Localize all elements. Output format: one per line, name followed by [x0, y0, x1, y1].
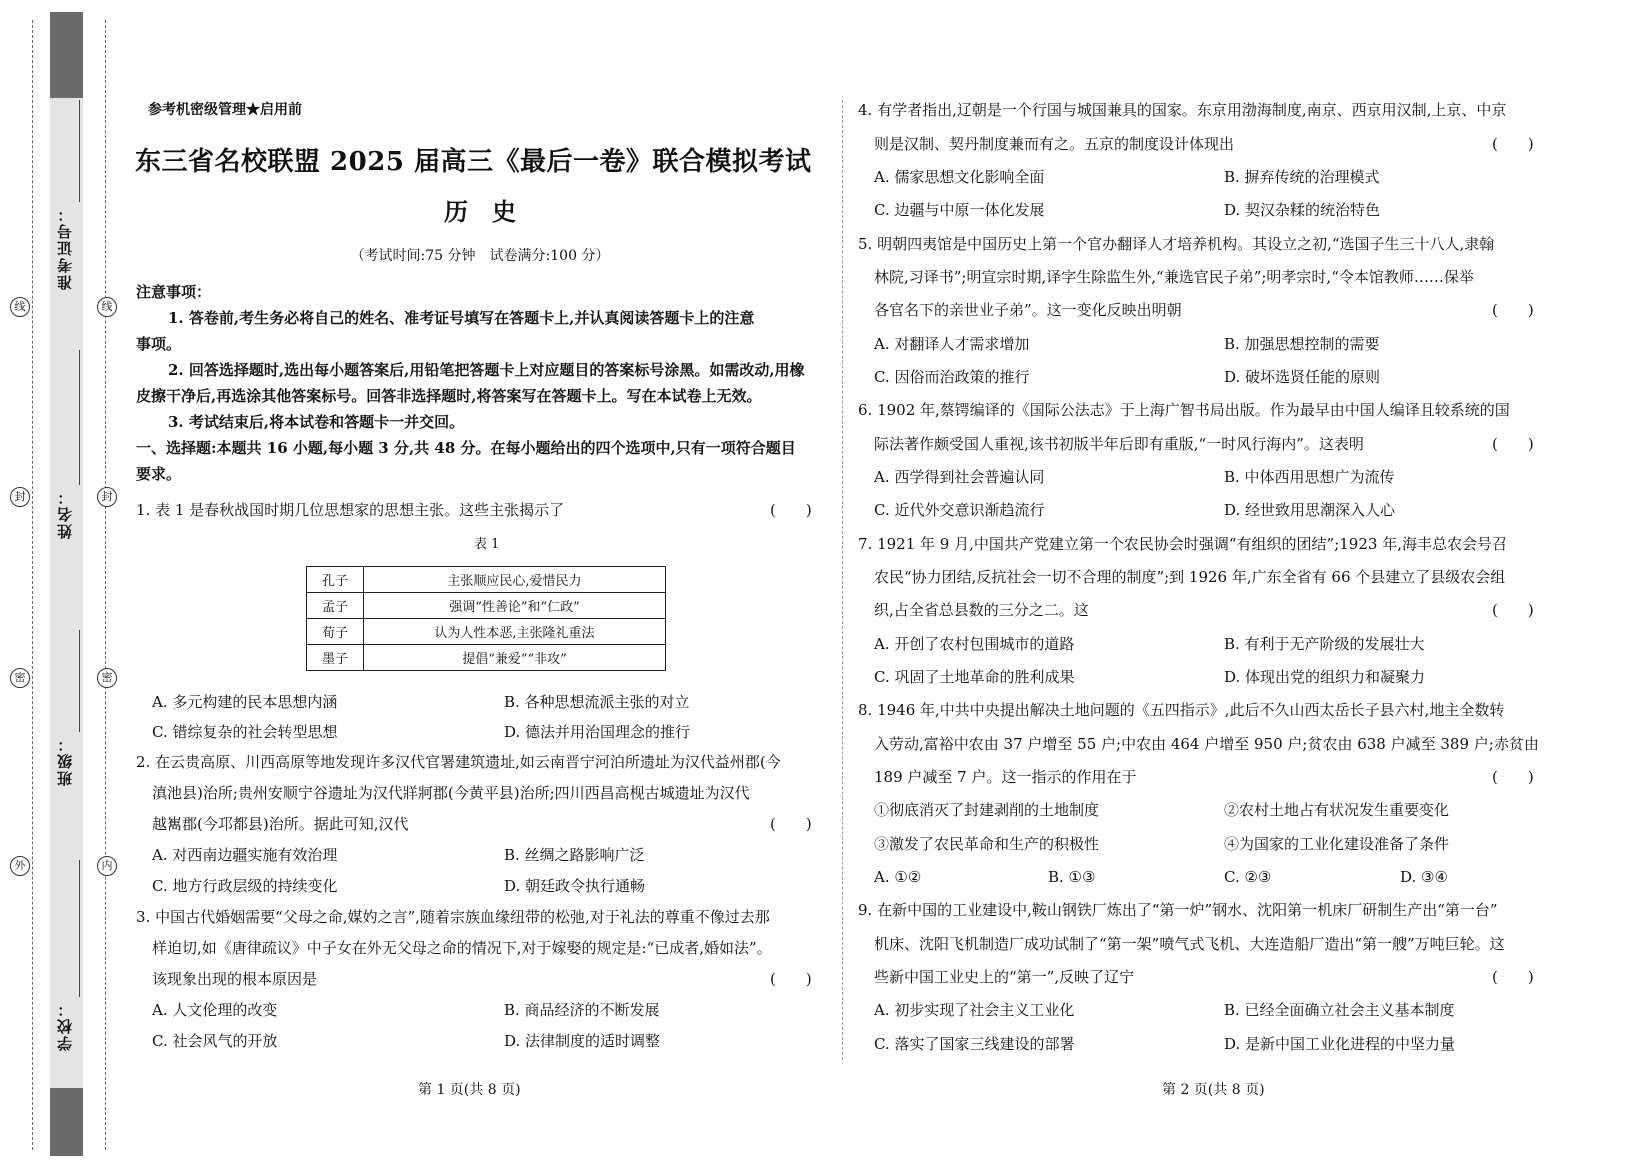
note-line-2: 事项。 — [136, 335, 182, 353]
secret-level: 参考机密级管理★启用前 — [148, 102, 302, 118]
q2-option-d[interactable]: D. 朝廷政令执行通畅 — [504, 877, 646, 895]
q2-answer-paren: ( ) — [770, 815, 812, 833]
q6-stem-line-1: 6. 1902 年,蔡锷编译的《国际公法志》于上海广智书局出版。作为最早由中国人编译且较系统的国 — [858, 401, 1510, 419]
table-cell-idea: 强调“性善论”和“仁政” — [364, 593, 666, 619]
q6-option-d[interactable]: D. 经世致用思潮深入人心 — [1224, 501, 1396, 519]
q8-statement-3: ③激发了农民革命和生产的积极性 — [874, 835, 1100, 853]
q2-stem-line-1: 2. 在云贵高原、川西高原等地发现许多汉代官署建筑遗址,如云南晋宁河泊所遗址为汉代益州郡(今 — [136, 753, 781, 771]
q9-option-d[interactable]: D. 是新中国工业化进程的中坚力量 — [1224, 1035, 1456, 1053]
q6-stem-line-2: 际法著作颇受国人重视,该书初版半年后即有重版,“一时风行海内”。这表明 — [874, 435, 1364, 453]
q9-stem-line-1: 9. 在新中国的工业建设中,鞍山钢铁厂炼出了“第一炉”钢水、沈阳第一机床厂研制生产出“第一台” — [858, 901, 1498, 919]
strip-dark-bottom — [50, 1088, 83, 1156]
q7-option-b[interactable]: B. 有利于无产阶级的发展壮大 — [1224, 635, 1425, 653]
table-cell-thinker: 墨子 — [307, 645, 364, 671]
q4-stem-line-2: 则是汉制、契丹制度兼而有之。五京的制度设计体现出 — [874, 135, 1235, 153]
q7-stem-line-2: 农民“协力团结,反抗社会一切不合理的制度”;到 1926 年,广东全省有 66 个县建立了县级农会组 — [874, 568, 1506, 586]
q8-statement-2: ②农村土地占有状况发生重要变化 — [1224, 801, 1450, 819]
q6-option-c[interactable]: C. 近代外交意识渐趋流行 — [874, 501, 1045, 519]
q7-answer-paren: ( ) — [1492, 601, 1534, 619]
note-line-3: 2. 回答选择题时,选出每小题答案后,用铅笔把答题卡上对应题目的答案标号涂黑。如需改动,用橡 — [168, 361, 805, 379]
q2-option-a[interactable]: A. 对西南边疆实施有效治理 — [152, 846, 338, 864]
q1-option-c[interactable]: C. 错综复杂的社会转型思想 — [152, 723, 338, 741]
q9-answer-paren: ( ) — [1492, 968, 1534, 986]
q9-stem-line-2: 机床、沈阳飞机制造厂成功试制了“第一架”喷气式飞机、大连造船厂造出“第一艘”万吨巨轮。这 — [874, 935, 1505, 953]
q6-option-a[interactable]: A. 西学得到社会普遍认同 — [874, 468, 1045, 486]
table-row — [307, 593, 666, 619]
exam-title: 东三省名校联盟 2025 届高三《最后一卷》联合模拟考试 — [135, 147, 812, 177]
table-cell-thinker: 荀子 — [307, 619, 364, 645]
q3-stem-line-1: 3. 中国古代婚姻需要“父母之命,媒妁之言”,随着宗族血缘纽带的松弛,对于礼法的尊重不像过去那 — [136, 908, 770, 926]
q4-option-a[interactable]: A. 儒家思想文化影响全面 — [874, 168, 1045, 186]
section1-line-2: 要求。 — [136, 465, 182, 483]
cut-line-inner — [105, 20, 106, 1150]
q9-option-a[interactable]: A. 初步实现了社会主义工业化 — [874, 1001, 1075, 1019]
seal-mark-left-3: 密 — [10, 668, 30, 688]
q9-option-c[interactable]: C. 落实了国家三线建设的部署 — [874, 1035, 1075, 1053]
table-cell-idea: 主张顺应民心,爱惜民力 — [364, 567, 666, 593]
exam-time-note: （考试时间:75 分钟 试卷满分:100 分） — [350, 248, 610, 264]
q5-option-a[interactable]: A. 对翻译人才需求增加 — [874, 335, 1030, 353]
table-row — [307, 567, 666, 593]
q4-option-c[interactable]: C. 边疆与中原一体化发展 — [874, 201, 1045, 219]
seal-mark-left-1: 线 — [10, 297, 30, 317]
q4-stem-line-1: 4. 有学者指出,辽朝是一个行国与城国兼具的国家。东京用渤海制度,南京、西京用汉制,上京、中京 — [858, 101, 1507, 119]
q3-option-b[interactable]: B. 商品经济的不断发展 — [504, 1001, 660, 1019]
subject-title: 历 史 — [444, 197, 516, 226]
class-field[interactable] — [79, 630, 80, 732]
q8-option-b[interactable]: B. ①③ — [1048, 868, 1096, 886]
q4-option-d[interactable]: D. 契汉杂糅的统治特色 — [1224, 201, 1381, 219]
q8-statement-4: ④为国家的工业化建设准备了条件 — [1224, 835, 1450, 853]
q1-stem: 1. 表 1 是春秋战国时期几位思想家的思想主张。这些主张揭示了 — [136, 501, 565, 519]
table-cell-idea: 提倡“兼爱”“非攻” — [364, 645, 666, 671]
seal-mark-right-3: 密 — [97, 668, 117, 688]
note-line-5: 3. 考试结束后,将本试卷和答题卡一并交回。 — [168, 413, 465, 431]
seal-mark-left-4: 外 — [10, 856, 30, 876]
q8-stem-line-1: 8. 1946 年,中共中央提出解决土地问题的《五四指示》,此后不久山西太岳长子县六村,地主全数转 — [858, 701, 1505, 719]
q1-option-a[interactable]: A. 多元构建的民本思想内涵 — [152, 693, 338, 711]
q7-stem-line-1: 7. 1921 年 9 月,中国共产党建立第一个农民协会时强调“有组织的团结”;1923 年,海丰总农会号召 — [858, 535, 1507, 553]
q9-stem-line-3: 些新中国工业史上的“第一”,反映了辽宁 — [874, 968, 1135, 986]
q7-option-a[interactable]: A. 开创了农村包围城市的道路 — [874, 635, 1075, 653]
table-cell-idea: 认为人性本恶,主张隆礼重法 — [364, 619, 666, 645]
table-row — [307, 619, 666, 645]
page-number-left: 第 1 页(共 8 页) — [418, 1082, 521, 1098]
q8-option-d[interactable]: D. ③④ — [1400, 868, 1448, 886]
note-line-4: 皮擦干净后,再选涂其他答案标号。回答非选择题时,将答案写在答题卡上。写在本试卷上无效。 — [136, 387, 762, 405]
q8-statement-1: ①彻底消灭了封建剥削的土地制度 — [874, 801, 1100, 819]
page-number-right: 第 2 页(共 8 页) — [1162, 1082, 1265, 1098]
q6-answer-paren: ( ) — [1492, 435, 1534, 453]
notes-heading: 注意事项： — [136, 283, 212, 301]
q7-option-c[interactable]: C. 巩固了土地革命的胜利成果 — [874, 668, 1075, 686]
q1-option-d[interactable]: D. 德法并用治国理念的推行 — [504, 723, 691, 741]
column-divider — [842, 100, 843, 1060]
q5-option-b[interactable]: B. 加强思想控制的需要 — [1224, 335, 1380, 353]
q5-stem-line-3: 各官名下的亲世业子弟”。这一变化反映出明朝 — [874, 301, 1182, 319]
school-label: 学校： — [56, 1000, 74, 1051]
q4-option-b[interactable]: B. 摒弃传统的治理模式 — [1224, 168, 1380, 186]
table1-caption: 表 1 — [474, 537, 500, 552]
q3-stem-line-2: 样迫切,如《唐律疏议》中子女在外无父母之命的情况下,对于嫁娶的规定是:“已成者,婚如法”。 — [152, 939, 772, 957]
q7-stem-line-3: 织,占全省总县数的三分之二。这 — [874, 601, 1089, 619]
q9-option-b[interactable]: B. 已经全面确立社会主义基本制度 — [1224, 1001, 1455, 1019]
table1 — [306, 566, 666, 671]
q5-answer-paren: ( ) — [1492, 301, 1534, 319]
q2-option-c[interactable]: C. 地方行政层级的持续变化 — [152, 877, 338, 895]
ticket-number-label: 准考证号： — [56, 205, 74, 290]
q3-option-d[interactable]: D. 法律制度的适时调整 — [504, 1032, 661, 1050]
q8-option-a[interactable]: A. ①② — [874, 868, 922, 886]
ticket-number-field[interactable] — [79, 100, 80, 202]
q2-stem-line-2: 滇池县)治所;贵州安顺宁谷遗址为汉代牂牁郡(今黄平县)治所;四川西昌高枧古城遗址为汉代 — [152, 784, 750, 802]
q2-option-b[interactable]: B. 丝绸之路影响广泛 — [504, 846, 645, 864]
q4-answer-paren: ( ) — [1492, 135, 1534, 153]
q5-stem-line-2: 林院,习译书”;明宣宗时期,译字生除监生外,“兼选官民子弟”;明孝宗时,“令本馆教师……保举 — [874, 268, 1474, 286]
q1-option-b[interactable]: B. 各种思想流派主张的对立 — [504, 693, 690, 711]
q5-option-d[interactable]: D. 破坏选贤任能的原则 — [1224, 368, 1381, 386]
seal-mark-right-1: 线 — [97, 297, 117, 317]
q3-stem-line-3: 该现象出现的根本原因是 — [152, 970, 318, 988]
table-cell-thinker: 孟子 — [307, 593, 364, 619]
seal-mark-left-2: 封 — [10, 487, 30, 507]
table-row — [307, 645, 666, 671]
strip-dark-top — [50, 12, 83, 98]
cut-line-outer — [32, 20, 33, 1150]
q2-stem-line-3: 越嶲郡(今邛都县)治所。据此可知,汉代 — [152, 815, 409, 833]
q8-stem-line-3: 189 户减至 7 户。这一指示的作用在于 — [874, 768, 1137, 786]
q5-stem-line-1: 5. 明朝四夷馆是中国历史上第一个官办翻译人才培养机构。其设立之初,“选国子生三十八人,隶翰 — [858, 235, 1495, 253]
seal-mark-right-2: 封 — [97, 487, 117, 507]
q8-answer-paren: ( ) — [1492, 768, 1534, 786]
q1-answer-paren: ( ) — [770, 501, 812, 519]
q6-option-b[interactable]: B. 中体西用思想广为流传 — [1224, 468, 1395, 486]
seal-mark-right-4: 内 — [97, 856, 117, 876]
q3-answer-paren: ( ) — [770, 970, 812, 988]
q8-stem-line-2: 入劳动,富裕中农由 37 户增至 55 户;中农由 464 户增至 950 户;贫农由 638 户减至 389 户;赤贫由 — [874, 735, 1539, 753]
q5-option-c[interactable]: C. 因俗而治政策的推行 — [874, 368, 1030, 386]
q3-option-c[interactable]: C. 社会风气的开放 — [152, 1032, 278, 1050]
note-line-1: 1. 答卷前,考生务必将自己的姓名、准考证号填写在答题卡上,并认真阅读答题卡上的注意 — [168, 309, 755, 327]
section1-line-1: 一、选择题:本题共 16 小题,每小题 3 分,共 48 分。在每小题给出的四个选项中,只有一项符合题目 — [136, 439, 796, 457]
name-field[interactable] — [79, 350, 80, 485]
school-field[interactable] — [79, 860, 80, 997]
class-label: 班级： — [56, 735, 74, 786]
name-label: 姓名： — [56, 488, 74, 539]
q7-option-d[interactable]: D. 体现出党的组织力和凝聚力 — [1224, 668, 1426, 686]
q8-option-c[interactable]: C. ②③ — [1224, 868, 1272, 886]
q3-option-a[interactable]: A. 人文伦理的改变 — [152, 1001, 278, 1019]
table-cell-thinker: 孔子 — [307, 567, 364, 593]
